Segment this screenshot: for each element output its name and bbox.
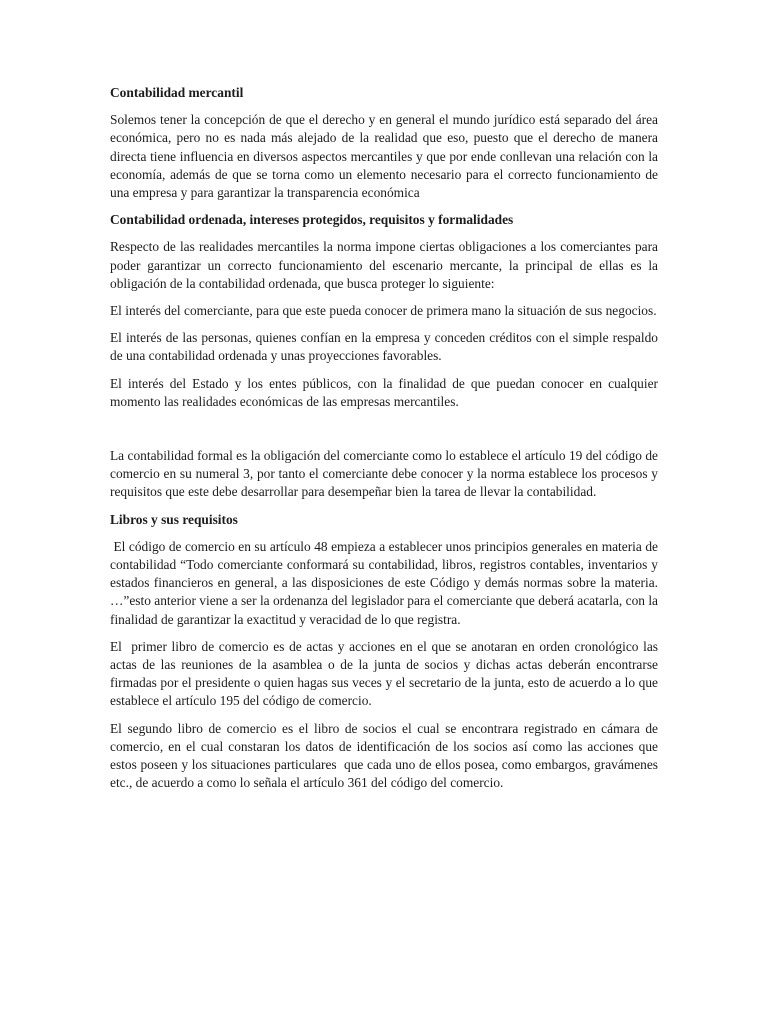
- paragraph-interes-comerciante: El interés del comerciante, para que este pueda conocer de primera mano la situación de sus negocios.: [110, 303, 657, 319]
- section-heading-contabilidad-ordenada: Contabilidad ordenada, intereses protegidos, requisitos y formalidades: [110, 212, 514, 228]
- paragraph-interes-estado: El interés del Estado y los entes públicos, con la finalidad de que puedan conocer en cualquier momento las realidades económicas de las empresas mercantiles.: [110, 375, 658, 409]
- paragraph-contabilidad-formal: La contabilidad formal es la obligación del comerciante como lo establece el artículo 19 del código de comercio en su numeral 3, por tanto el comerciante debe conocer y la norma establece los procesos y requisitos que este debe desarrollar para desempeñar bien la tarea de llevar la contabilidad.: [110, 448, 658, 500]
- section-heading-libros: Libros y sus requisitos: [110, 511, 238, 527]
- paragraph-articulo-48: El código de comercio en su artículo 48 empieza a establecer unos principios generales en materia de contabilidad “Todo comerciante conformará su contabilidad, libros, registros contables, inventarios y estados financieros en general, a las disposiciones de este Código y demás normas sobre la materia. …”esto anterior viene a ser la ordenanza del legislador para el comerciante que deberá acatarla, con la finalidad de garantizar la exactitud y veracidad de lo que registra.: [110, 538, 662, 627]
- blank-gap: [110, 420, 658, 447]
- document-page: [110, 84, 662, 802]
- section-heading-contabilidad-mercantil: Contabilidad mercantil: [110, 85, 244, 100]
- paragraph-segundo-libro: El segundo libro de comercio es el libro de socios el cual se encontrara registrado en cámara de comercio, en el cual constaran los datos de identificación de los socios así como las acciones que estos poseen y los situaciones particulares que cada uno de ellos posea, como embargos, gravámenes etc., de acuerdo a como lo señala el artículo 361 del código del comercio.: [110, 720, 662, 791]
- paragraph-primer-libro: El primer libro de comercio es de actas y acciones en el que se anotaran en orden cronológico las actas de las reuniones de la asamblea o de la junta de socios y dichas actas deberán encontrarse firmadas por el presidente o quien hagas sus veces y el secretario de la junta, esto de acuerdo a lo que establece el artículo 195 del código de comercio.: [110, 638, 662, 709]
- paragraph-intro: Solemos tener la concepción de que el derecho y en general el mundo jurídico está separado del área económica, pero no es nada más alejado de la realidad que eso, puesto que el derecho de manera directa tiene influencia en diversos aspectos mercantiles y que por ende conllevan una relación con la economía, además de que se torna como un elemento necesario para el correcto funcionamiento de una empresa y para garantizar la transparencia económica: [110, 112, 658, 201]
- paragraph-obligaciones: Respecto de las realidades mercantiles la norma impone ciertas obligaciones a los comerciantes para poder garantizar un correcto funcionamiento del escenario mercante, la principal de ellas es la obligación de la contabilidad ordenada, que busca proteger lo siguiente:: [110, 239, 658, 291]
- paragraph-interes-personas: El interés de las personas, quienes confían en la empresa y conceden créditos con el simple respaldo de una contabilidad ordenada y unas proyecciones favorables.: [110, 330, 658, 364]
